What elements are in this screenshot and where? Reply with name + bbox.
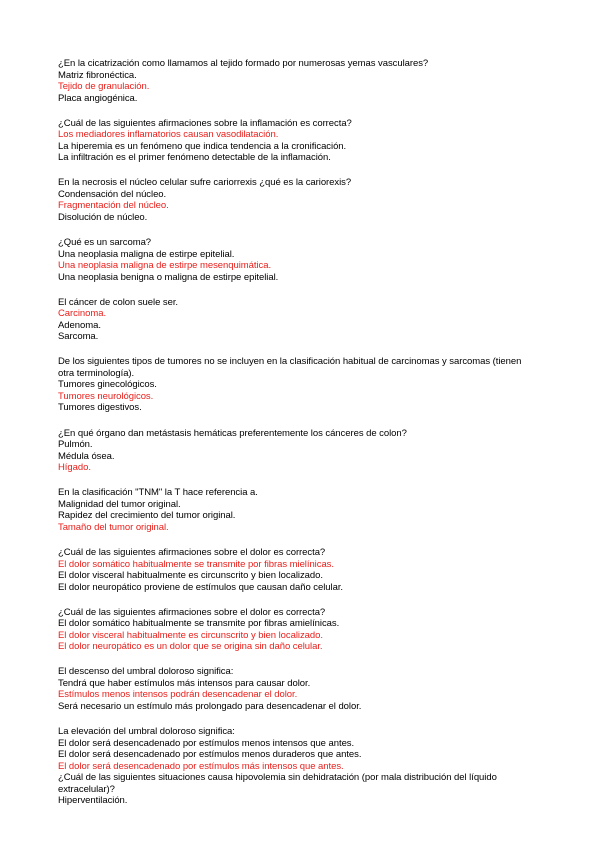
- answer-option: El dolor neuropático proviene de estímulos que causan daño celular.: [58, 581, 344, 593]
- answer-option: Una neoplasia benigna o maligna de estirpe epitelial.: [58, 271, 279, 283]
- question-block: [58, 118, 540, 164]
- question-text: En la clasificación "TNM" la T hace referencia a.: [58, 487, 258, 499]
- question-block: [58, 428, 540, 474]
- correct-answer: Tamaño del tumor original.: [58, 521, 169, 533]
- question-block: [58, 772, 540, 807]
- answer-option: El dolor será desencadenado por estímulos menos intensos que antes.: [58, 737, 355, 749]
- question-text: De los siguientes tipos de tumores no se incluyen en la clasificación habitual de carcinomas y sarcomas (tienen otra terminología).: [58, 356, 522, 379]
- answer-option: Matriz fibronéctica.: [58, 69, 137, 81]
- correct-answer: Estímulos menos intensos podrán desencadenar el dolor.: [58, 689, 298, 701]
- answer-option: La hiperemia es un fenómeno que indica tendencia a la cronificación.: [58, 140, 347, 152]
- question-text: El cáncer de colon suele ser.: [58, 296, 179, 308]
- correct-answer: Tumores neurológicos.: [58, 390, 154, 402]
- correct-answer: Hígado.: [58, 462, 91, 474]
- answer-option: Una neoplasia maligna de estirpe epitelial.: [58, 248, 235, 260]
- correct-answer: El dolor somático habitualmente se transmite por fibras mielínicas.: [58, 558, 334, 570]
- answer-option: La infiltración es el primer fenómeno detectable de la inflamación.: [58, 152, 331, 164]
- document-page: [58, 58, 540, 820]
- answer-option: Condensación del núcleo.: [58, 188, 167, 200]
- question-text: ¿En qué órgano dan metástasis hemáticas preferentemente los cánceres de colon?: [58, 427, 407, 439]
- correct-answer: Tejido de granulación.: [58, 81, 150, 92]
- answer-option: Será necesario un estímulo más prolongado para desencadenar el dolor.: [58, 700, 362, 712]
- correct-answer: El dolor será desencadenado por estímulos más intensos que antes.: [58, 760, 344, 772]
- question-text: ¿Cuál de las siguientes situaciones causa hipovolemia sin dehidratación (por mala distribución del líquido extracelular)?: [58, 772, 497, 795]
- answer-option: Hiperventilación.: [58, 795, 128, 807]
- question-text: ¿Cuál de las siguientes afirmaciones sobre el dolor es correcta?: [58, 606, 326, 618]
- question-text: En la necrosis el núcleo celular sufre cariorrexis ¿qué es la cariorexis?: [58, 177, 352, 189]
- question-text: ¿Qué es un sarcoma?: [58, 237, 152, 249]
- question-text: El descenso del umbral doloroso significa:: [58, 666, 234, 678]
- answer-option: Malignidad del tumor original.: [58, 498, 181, 510]
- question-text: ¿En la cicatrización como llamamos al tejido formado por numerosas yemas vasculares?: [58, 58, 429, 69]
- question-block: [58, 547, 540, 593]
- question-block: [58, 726, 540, 772]
- answer-option: Tumores ginecológicos.: [58, 379, 157, 391]
- question-text: La elevación del umbral doloroso significa:: [58, 726, 235, 738]
- question-block: [58, 607, 540, 653]
- correct-answer: El dolor visceral habitualmente es circunscrito y bien localizado.: [58, 629, 323, 641]
- question-block: [58, 237, 540, 283]
- correct-answer: El dolor neuropático es un dolor que se origina sin daño celular.: [58, 641, 323, 653]
- question-text: ¿Cuál de las siguientes afirmaciones sobre la inflamación es correcta?: [58, 117, 352, 129]
- answer-option: El dolor visceral habitualmente es circunscrito y bien localizado.: [58, 570, 323, 581]
- answer-option: Adenoma.: [58, 319, 101, 331]
- correct-answer: Carcinoma.: [58, 308, 107, 320]
- answer-option: Tumores digestivos.: [58, 402, 142, 414]
- question-block: [58, 666, 540, 712]
- answer-option: Disolución de núcleo.: [58, 211, 148, 223]
- answer-option: Placa angiogénica.: [58, 92, 138, 104]
- question-block: [58, 177, 540, 223]
- correct-answer: Una neoplasia maligna de estirpe mesenquimática.: [58, 260, 272, 272]
- answer-option: Pulmón.: [58, 439, 93, 451]
- correct-answer: Los mediadores inflamatorios causan vasodilatación.: [58, 129, 279, 141]
- answer-option: Médula ósea.: [58, 450, 115, 462]
- question-block: [58, 58, 540, 104]
- answer-option: Sarcoma.: [58, 331, 99, 343]
- answer-option: Rapidez del crecimiento del tumor original.: [58, 510, 236, 522]
- question-block: [58, 297, 540, 343]
- answer-option: El dolor será desencadenado por estímulos menos duraderos que antes.: [58, 749, 362, 761]
- question-text: ¿Cuál de las siguientes afirmaciones sobre el dolor es correcta?: [58, 547, 326, 558]
- answer-option: Tendrá que haber estímulos más intensos para causar dolor.: [58, 677, 311, 689]
- answer-option: El dolor somático habitualmente se transmite por fibras amielínicas.: [58, 618, 340, 630]
- correct-answer: Fragmentación del núcleo.: [58, 200, 169, 212]
- question-block: [58, 487, 540, 533]
- question-block: [58, 356, 540, 414]
